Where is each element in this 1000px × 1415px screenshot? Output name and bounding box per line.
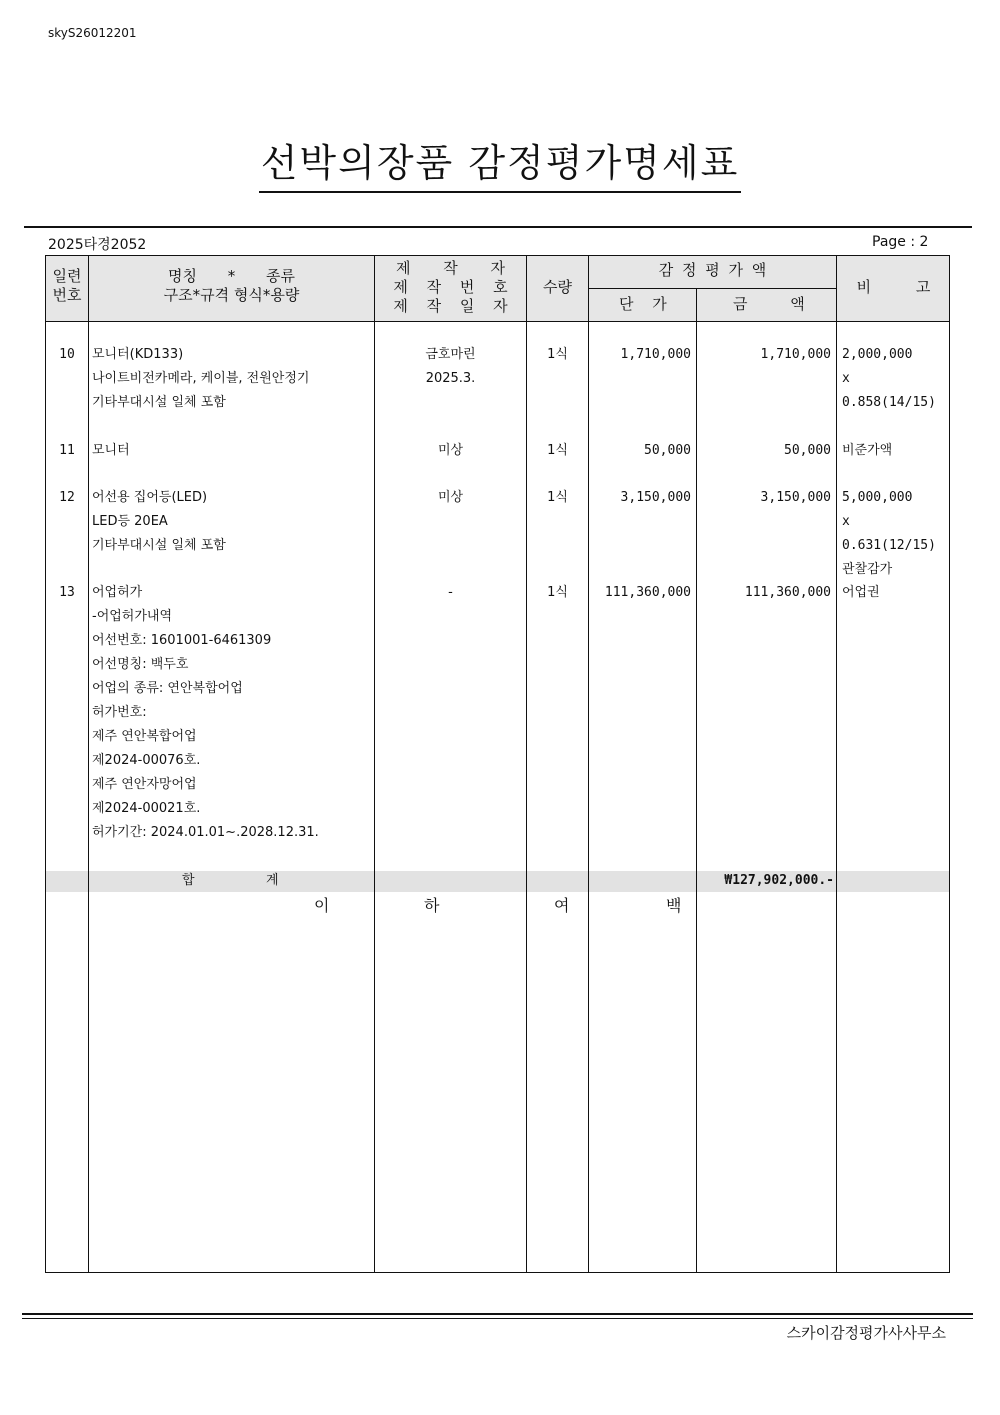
row-name-line: 제2024-00076호. bbox=[92, 753, 201, 768]
header-unit-price: 단 가 bbox=[619, 295, 667, 313]
case-number: 2025타경2052 bbox=[48, 237, 147, 253]
row-maker bbox=[375, 486, 526, 510]
row-remarks bbox=[842, 343, 950, 415]
below-total-char: 백 bbox=[666, 896, 682, 915]
row-unit-price: 111,360,000 bbox=[604, 585, 691, 600]
column-divider bbox=[696, 288, 697, 1273]
row-name-line: 허가기간: 2024.01.01~.2028.12.31. bbox=[92, 825, 319, 840]
row-name-line: 제주 연안복합어업 bbox=[92, 729, 197, 744]
row-remarks-line: x 0.858(14/15) bbox=[842, 371, 936, 410]
below-total-char: 이 bbox=[314, 896, 330, 915]
row-remarks-line: 비준가액 bbox=[842, 443, 893, 458]
row-name-line: 어업허가 bbox=[92, 585, 143, 600]
row-maker-line: 미상 bbox=[437, 443, 464, 458]
row-remarks-line: 5,000,000 bbox=[842, 490, 913, 505]
row-name-line: LED등 20EA bbox=[92, 514, 168, 529]
header-amount: 금 액 bbox=[733, 295, 805, 313]
row-name-line: 모니터(KD133) bbox=[92, 347, 184, 362]
row-name bbox=[92, 343, 374, 415]
row-name-line: 기타부대시설 일체 포함 bbox=[92, 395, 226, 410]
row-remarks-line: x 0.631(12/15) bbox=[842, 514, 936, 553]
row-serial: 10 bbox=[59, 347, 75, 362]
row-remarks-line: 2,000,000 bbox=[842, 347, 913, 362]
appraisal-subheader-divider bbox=[589, 288, 836, 289]
header-maker-line1: 제 작 자 bbox=[395, 259, 505, 277]
header-maker-line2: 제 작 번 호 bbox=[393, 278, 508, 296]
row-amount: 3,150,000 bbox=[760, 490, 831, 505]
header-name-line1: 명칭 * 종류 bbox=[168, 267, 295, 285]
row-amount: 1,710,000 bbox=[760, 347, 831, 362]
below-total-char: 하 bbox=[424, 896, 440, 915]
row-name-line: 허가번호: bbox=[92, 705, 147, 720]
row-serial: 12 bbox=[59, 490, 75, 505]
total-amount: ₩127,902,000.- bbox=[724, 873, 834, 888]
row-name-line: 어선용 집어등(LED) bbox=[92, 490, 208, 505]
row-name bbox=[92, 486, 374, 558]
row-name-line: -어업허가내역 bbox=[92, 609, 173, 624]
header-remarks: 비 고 bbox=[856, 278, 931, 296]
header-maker bbox=[375, 259, 526, 316]
top-rule bbox=[24, 226, 972, 228]
row-maker-line: - bbox=[448, 585, 453, 600]
row-maker bbox=[375, 439, 526, 463]
row-quantity: 1식 bbox=[547, 443, 568, 458]
office-name: 스카이감정평가사사무소 bbox=[786, 1324, 946, 1342]
row-maker-line: 2025.3. bbox=[425, 371, 476, 386]
header-serial bbox=[46, 267, 88, 305]
header-name bbox=[89, 267, 374, 305]
column-divider bbox=[374, 255, 375, 1273]
row-maker-line: 미상 bbox=[437, 490, 464, 505]
row-remarks bbox=[842, 439, 950, 463]
row-quantity: 1식 bbox=[547, 490, 568, 505]
total-label-2: 계 bbox=[266, 873, 279, 888]
row-serial: 13 bbox=[59, 585, 75, 600]
row-name-line: 제주 연안자망어업 bbox=[92, 777, 197, 792]
row-maker bbox=[375, 343, 526, 391]
footer-rule bbox=[22, 1313, 973, 1315]
row-remarks-line: 어업권 bbox=[842, 585, 880, 600]
row-amount: 111,360,000 bbox=[744, 585, 831, 600]
row-maker-line: 금호마린 bbox=[425, 347, 476, 362]
page-number: Page : 2 bbox=[872, 234, 929, 250]
row-amount: 50,000 bbox=[784, 443, 831, 458]
row-remarks bbox=[842, 581, 950, 605]
row-quantity: 1식 bbox=[547, 585, 568, 600]
header-quantity: 수량 bbox=[543, 278, 572, 296]
row-name-line: 어업의 종류: 연안복합어업 bbox=[92, 681, 243, 696]
column-divider bbox=[588, 255, 589, 1273]
column-divider bbox=[88, 255, 89, 1273]
row-serial: 11 bbox=[59, 443, 75, 458]
below-total-char: 여 bbox=[554, 896, 570, 915]
row-name-line: 어선명칭: 백두호 bbox=[92, 657, 189, 672]
header-appraisal: 감 정 평 가 액 bbox=[658, 261, 767, 279]
header-maker-line3: 제 작 일 자 bbox=[393, 297, 508, 315]
page-title-text: 선박의장품 감정평가명세표 bbox=[259, 141, 742, 193]
row-unit-price: 3,150,000 bbox=[620, 490, 691, 505]
row-unit-price: 50,000 bbox=[644, 443, 691, 458]
row-name bbox=[92, 439, 374, 463]
header-serial-line2: 번호 bbox=[52, 286, 82, 304]
column-divider bbox=[526, 255, 527, 1273]
row-name-line: 제2024-00021호. bbox=[92, 801, 201, 816]
column-divider bbox=[836, 255, 837, 1273]
header-divider bbox=[45, 321, 950, 322]
footer-rule bbox=[22, 1318, 973, 1319]
header-serial-line1: 일련 bbox=[52, 267, 82, 285]
row-remarks-line: 관찰감가 bbox=[842, 562, 893, 577]
row-maker bbox=[375, 581, 526, 605]
row-name-line: 모니터 bbox=[92, 443, 130, 458]
row-quantity: 1식 bbox=[547, 347, 568, 362]
total-label-1: 합 bbox=[182, 873, 195, 888]
page-title bbox=[0, 132, 1000, 187]
row-remarks bbox=[842, 486, 950, 582]
document-id: skyS26012201 bbox=[48, 26, 137, 40]
row-name-line: 어선번호: 1601001-6461309 bbox=[92, 633, 272, 648]
header-name-line2: 구조*규격 형식*용량 bbox=[163, 286, 300, 304]
row-name bbox=[92, 581, 374, 845]
row-name-line: 나이트비전카메라, 케이블, 전원안정기 bbox=[92, 371, 310, 386]
row-unit-price: 1,710,000 bbox=[620, 347, 691, 362]
row-name-line: 기타부대시설 일체 포함 bbox=[92, 538, 226, 553]
